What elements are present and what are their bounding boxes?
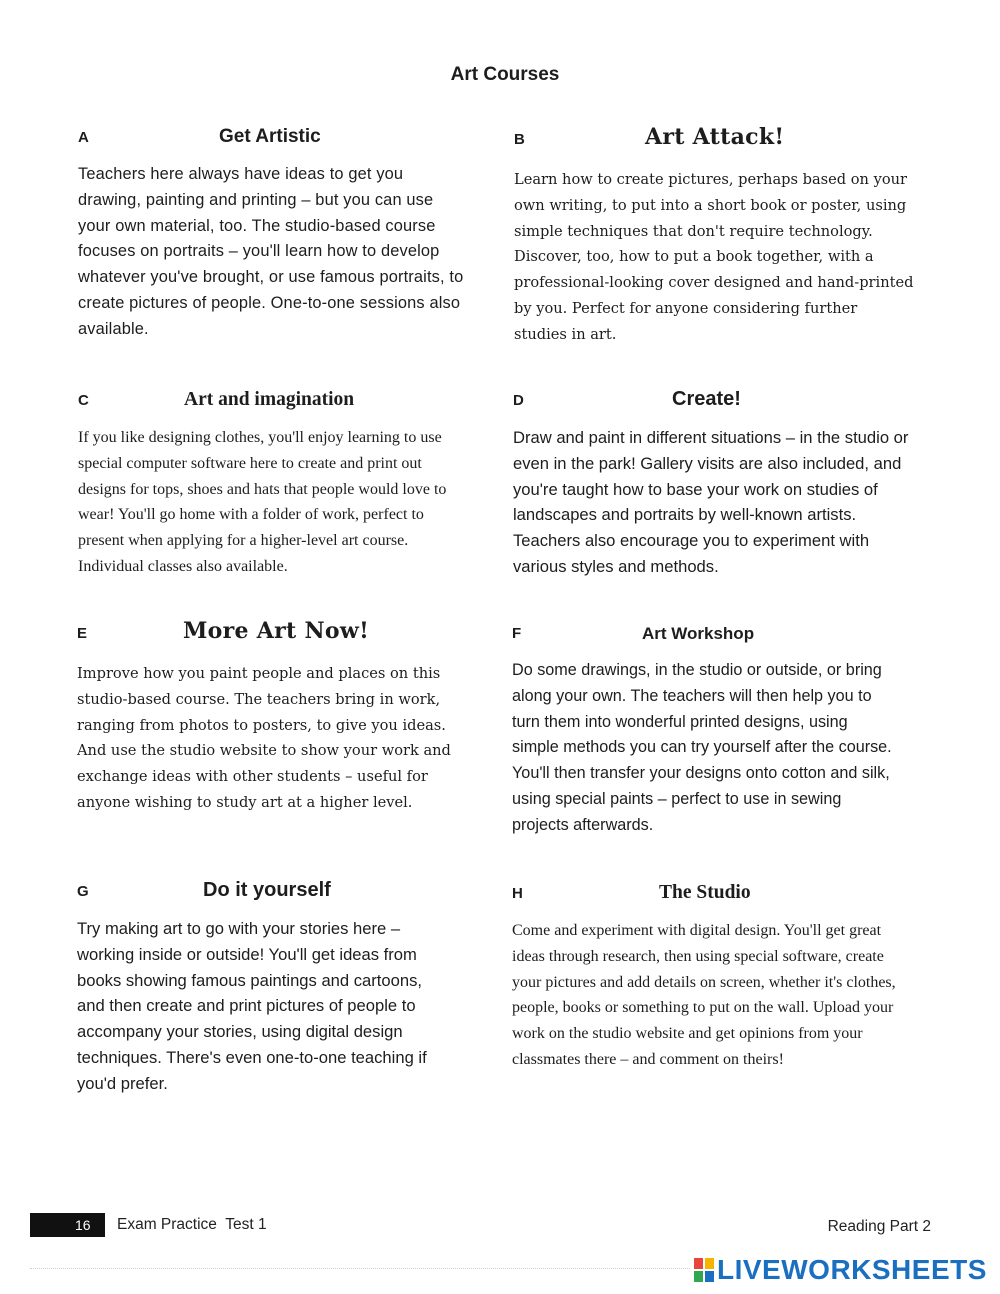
course-name: Create! [672,388,741,410]
course-d [513,385,923,580]
course-name: Art Attack! [645,124,785,150]
course-description: If you like designing clothes, you'll enjoy learning to use special computer software here to create and print out designs for tops, shoes and hats that people would love to wear! You'll go home with a folder of work, perfect to present when applying for a higher-level art course. Individual classes also available. [78,429,447,575]
course-name: Do it yourself [203,879,331,901]
course-name: More Art Now! [183,618,370,644]
liveworksheets-wordmark: LIVEWORKSHEETS [717,1254,987,1285]
liveworksheets-watermark [694,1255,987,1285]
course-letter: G [77,883,89,900]
course-letter: A [78,129,89,146]
course-g [77,876,487,1097]
course-letter: F [512,625,522,642]
course-name: Art and imagination [184,389,355,410]
course-f-header [512,618,922,648]
course-letter: C [78,392,89,409]
course-description: Do some drawings, in the studio or outside, or bring along your own. The teachers will then help you to turn them into wonderful printed designs, using simple methods you can try yourself after the course. You'll then transfer your designs onto cotton and silk, using special paints – perfect to use in sewing projects afterwards. [512,661,892,834]
page-title: Art Courses [450,64,560,85]
course-b-header [514,124,924,154]
course-name: Get Artistic [219,126,321,147]
course-description: Try making art to go with your stories here – working inside or outside! You'll get ideas from books showing famous paintings and cartoons, and then create and print pictures of people to accompany your stories, using digital design techniques. There's even one-to-one teaching if you'd prefer. [77,919,427,1093]
course-d-header [513,385,923,415]
course-letter: D [513,392,524,409]
footer-divider [30,1268,690,1269]
course-h-header [512,878,922,908]
course-c-header [78,385,488,415]
course-e-header [77,618,487,648]
course-c [78,385,488,580]
course-name: Art Workshop [642,624,755,643]
course-f [512,618,922,839]
course-description: Come and experiment with digital design. You'll get great ideas through research, then using special software, create your pictures and add details on screen, whether it's clothes, people, books or something to put on the wall. Upload your work on the studio website and get opinions from your classmates there – and comment on theirs! [512,922,896,1068]
course-h [512,878,922,1073]
course-name: The Studio [659,882,751,903]
course-b [514,124,924,348]
course-description: Draw and paint in different situations – in the studio or even in the park! Gallery visits are also included, and you're taught how to base your work on studies of landscapes and portraits by well-known artists. Teachers also encourage you to experiment with various styles and methods. [513,428,909,576]
page-number: 16 [75,1217,91,1233]
course-description: Improve how you paint people and places on this studio-based course. The teachers bring in work, ranging from photos to posters, to give you ideas. And use the studio website to show your work and exchange ideas with other students – useful for anyone wishing to study art at a higher level. [77,665,451,811]
course-letter: B [514,131,525,148]
course-g-header [77,876,487,906]
course-description: Teachers here always have ideas to get you drawing, painting and printing – but you can use your own material, too. The studio-based course focuses on portraits – you'll learn how to develop whatever you've brought, or use famous portraits, to create pictures of people. One-to-one sessions also available. [78,165,464,338]
page-number-bar [30,1213,105,1237]
course-letter: H [512,885,523,902]
footer-section-label: Exam Practice Test 1 [117,1216,267,1233]
liveworksheets-logo-icon [694,1258,714,1282]
footer-part-label: Reading Part 2 [827,1218,931,1235]
course-description: Learn how to create pictures, perhaps based on your own writing, to put into a short book or poster, using simple techniques that don't require technology. Discover, too, how to put a book together, with a professional-looking cover designed and hand-printed by you. Perfect for anyone considering further studies in art. [514,171,914,343]
course-a [78,122,488,343]
course-letter: E [77,625,88,642]
course-e [77,618,487,816]
course-a-header [78,122,488,152]
